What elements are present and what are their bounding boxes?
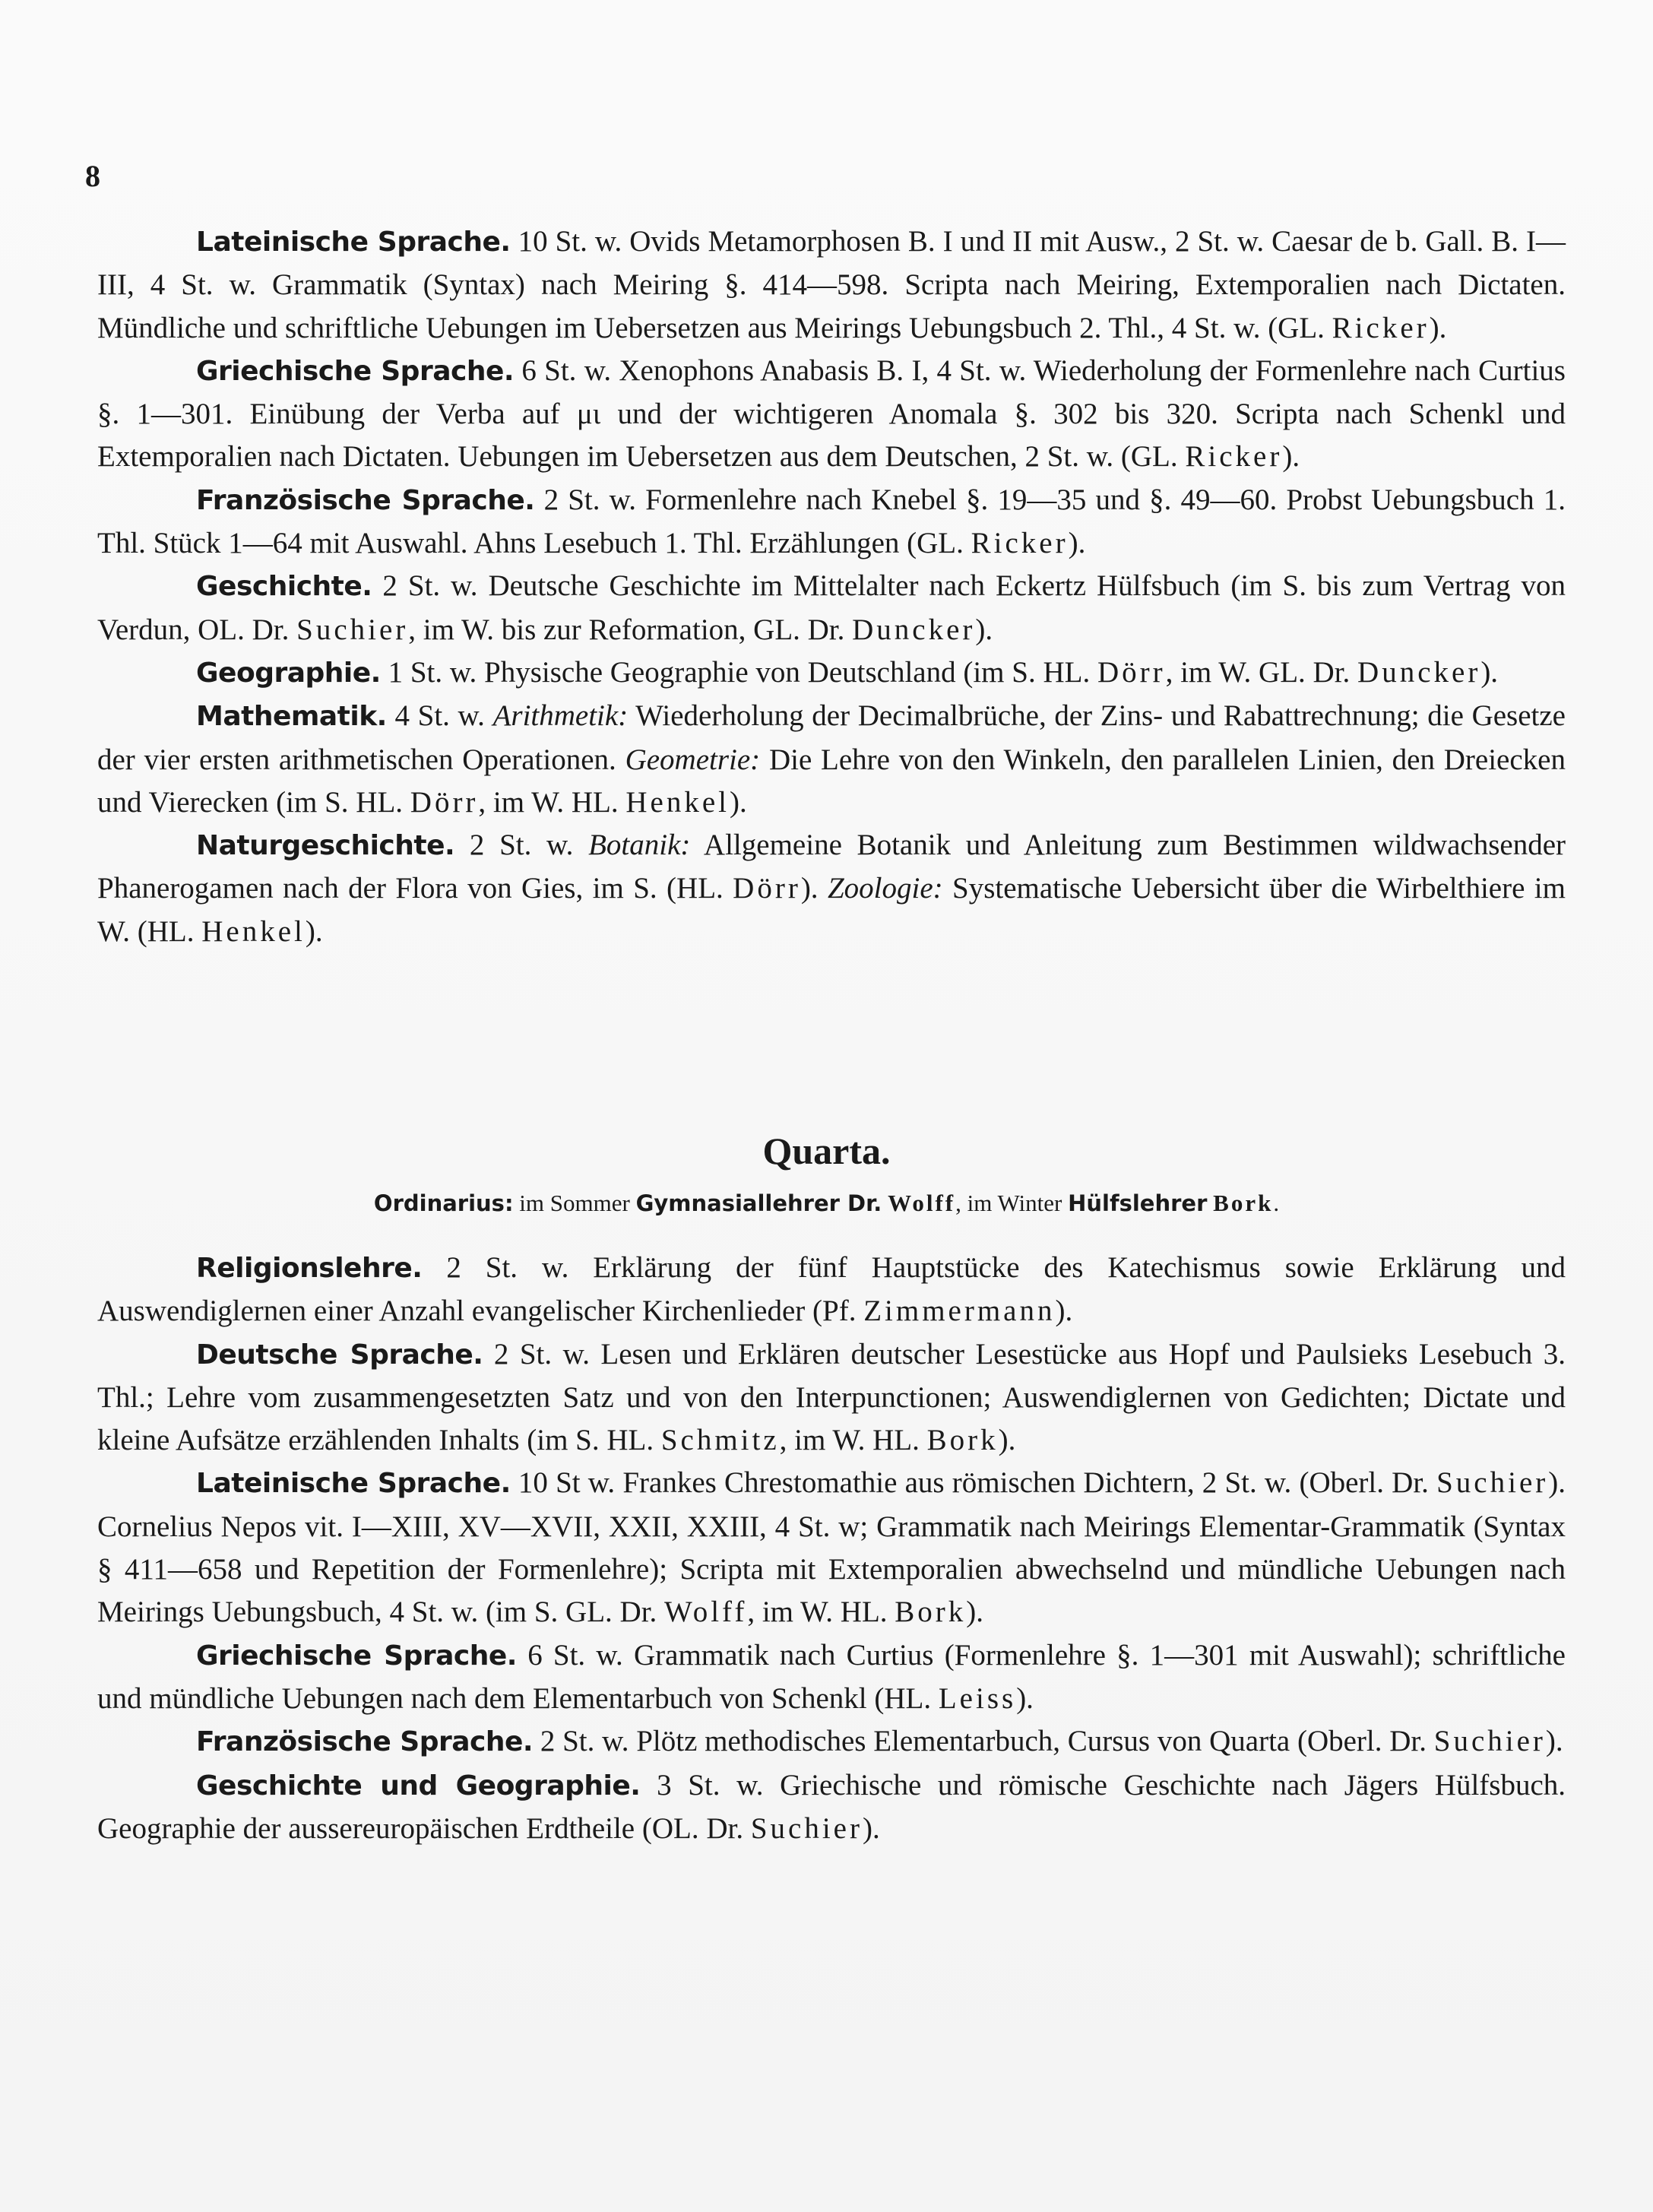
entry-text: 2 St. w. Formenlehre nach Knebel §. 19—35 und §. 49—60. Probst Uebungsbuch 1. Thl. Stück 1—64 mit Auswahl. Ahns Lesebuch 1. Thl. Erzählungen (GL. [97, 483, 1566, 560]
entry-text: 1 St. w. Physische Geographie von Deutschland (im S. HL. [380, 655, 1097, 689]
entry-text: ). [729, 785, 747, 819]
teacher-name: Dörr [1097, 655, 1166, 689]
entry-religionslehre [97, 1247, 1566, 1333]
teacher-name: Henkel [625, 785, 730, 819]
entry-text: ). [862, 1811, 880, 1845]
entry-mathematik [97, 695, 1566, 824]
teacher-name: Ricker [971, 527, 1069, 560]
ordinarius-title: Hülfslehrer [1068, 1190, 1208, 1216]
entry-text: 10 St. w. Ovids Metamorphosen B. I und II mit Ausw., 2 St. w. Caesar de b. Gall. B. I—III, 4 St. w. Grammatik (Syntax) nach Meiring §. 414—598. Scripta nach Meiring, Extemporalien nach Dictaten. Mündliche und schriftliche Uebungen im Uebersetzen aus Meirings Uebungsbuch 2. Thl., 4 St. w. (GL. [97, 225, 1566, 344]
entry-text: 2 St. w. Erklärung der fünf Hauptstücke des Katechismus sowie Erklärung und Auswendiglernen einer Anzahl evangelischer Kirchenlieder (Pf. [97, 1251, 1566, 1328]
entry-naturgeschichte [97, 824, 1566, 953]
teacher-name: Dörr [410, 785, 479, 819]
entry-text: , im W. HL. [779, 1424, 927, 1457]
entry-text: ). [1282, 440, 1300, 474]
ordinarius-name: Wolff [888, 1190, 956, 1216]
entry-text: , im W. bis zur Reformation, GL. Dr. [408, 613, 853, 646]
upper-section [97, 220, 1566, 953]
topic-label: Geometrie: [625, 743, 761, 776]
topic-label: Zoologie: [827, 872, 943, 905]
entry-text: 2 St. w. Lesen und Erklären deutscher Lesestücke aus Hopf und Paulsieks Lesebuch 3. Thl.; Lehre vom zusammengesetzten Satz und von den Interpunctionen; Auswendiglernen von Gedichten; Dictate und kleine Aufsätze erzählenden Inhalts (im S. HL. [97, 1337, 1566, 1457]
teacher-name: Zimmermann [863, 1295, 1056, 1328]
subject-heading: Geschichte und Geographie. [196, 1770, 641, 1802]
entry-text: ). [305, 914, 323, 948]
teacher-name: Suchier [1436, 1466, 1549, 1500]
entry-geschichte [97, 565, 1566, 651]
entry-franzoesische-sprache [97, 479, 1566, 566]
entry-lateinische-sprache [97, 220, 1566, 350]
entry-text: 2 St. w. Plötz methodisches Elementarbuch, Cursus von Quarta (Oberl. Dr. [533, 1725, 1434, 1758]
entry-text: 3 St. w. Griechische und römische Geschichte nach Jägers Hülfsbuch. Geographie der aussereuropäischen Erdtheile (OL. Dr. [97, 1768, 1566, 1845]
subject-heading: Geschichte. [196, 571, 372, 603]
ordinarius-title: Gymnasiallehrer Dr. [635, 1190, 882, 1216]
ordinarius-text: im Sommer [513, 1190, 636, 1216]
entry-text: ). [966, 1596, 984, 1629]
subject-heading: Griechische Sprache. [196, 355, 515, 387]
entry-text: ). [998, 1424, 1016, 1457]
ordinarius-text: , im Winter [955, 1190, 1069, 1216]
ordinarius-text: . [1273, 1190, 1280, 1216]
teacher-name: Ricker [1332, 311, 1430, 344]
teacher-name: Suchier [1433, 1725, 1546, 1758]
entry-text: 6 St. w. Grammatik nach Curtius (Formenlehre §. 1—301 mit Auswahl); schriftliche und mündliche Uebungen nach dem Elementarbuch von Schenkl (HL. [97, 1638, 1566, 1715]
entry-text: 2 St. w. Deutsche Geschichte im Mittelalter nach Eckertz Hülfsbuch (im S. bis zum Vertrag von Verdun, OL. Dr. [97, 569, 1566, 646]
section-heading-quarta: Quarta. [762, 1130, 891, 1172]
entry-text: 4 St. w. [386, 699, 493, 733]
subject-heading: Mathematik. [196, 701, 387, 733]
ordinarius-line [0, 1190, 1653, 1217]
teacher-name: Bork [895, 1596, 967, 1629]
subject-heading: Französische Sprache. [196, 484, 535, 516]
entry-text: ). [1068, 527, 1086, 560]
entry-text: , im W. HL. [478, 785, 626, 819]
entry-text: Systematische Uebersicht über die Wirbelthiere im W. (HL. [97, 872, 1566, 948]
entry-text: , im W. HL. [747, 1596, 895, 1629]
entry-text: Allgemeine Botanik und Anleitung zum Bestimmen wildwachsender Phanerogamen nach der Flora von Gies, im S. (HL. [97, 829, 1566, 905]
page-number: 8 [85, 159, 100, 193]
teacher-name: Bork [926, 1424, 999, 1457]
entry-text: Die Lehre von den Winkeln, den parallelen Linien, den Dreiecken und Vierecken (im S. HL. [97, 743, 1566, 819]
entry-text: ). [1480, 655, 1499, 689]
subject-heading: Griechische Sprache. [196, 1640, 517, 1672]
ordinarius-label: Ordinarius: [373, 1190, 514, 1216]
teacher-name: Schmitz [660, 1424, 780, 1457]
subject-heading: Deutsche Sprache. [196, 1339, 483, 1371]
teacher-name: Duncker [852, 613, 976, 646]
teacher-name: Dörr [733, 872, 801, 905]
subject-heading: Französische Sprache. [196, 1726, 534, 1758]
topic-label: Arithmetik: [492, 699, 629, 733]
teacher-name: Duncker [1357, 655, 1481, 689]
entry-franzoesische-sprache-quarta [97, 1720, 1566, 1764]
teacher-name: Leiss [938, 1681, 1017, 1715]
subject-heading: Lateinische Sprache. [196, 227, 511, 258]
teacher-name: Ricker [1185, 440, 1283, 474]
quarta-section [97, 1247, 1566, 1850]
entry-text: , im W. GL. Dr. [1165, 655, 1358, 689]
topic-label: Botanik: [588, 829, 691, 862]
teacher-name: Henkel [201, 914, 306, 948]
subject-heading: Religionslehre. [196, 1253, 423, 1284]
entry-text: ). [975, 613, 993, 646]
teacher-name: Suchier [750, 1811, 863, 1845]
entry-text: 2 St. w. [454, 829, 589, 862]
teacher-name: Wolff [664, 1596, 748, 1629]
entry-griechische-sprache [97, 350, 1566, 479]
entry-deutsche-sprache [97, 1333, 1566, 1463]
entry-lateinische-sprache-quarta [97, 1462, 1566, 1634]
entry-text: ). [800, 872, 828, 905]
teacher-name: Suchier [296, 613, 409, 646]
entry-text: ). Cornelius Nepos vit. I—XIII, XV—XVII, XXII, XXIII, 4 St. w; Grammatik nach Meirings Elementar-Grammatik (Syntax § 411—658 und Repetition der Formenlehre); Scripta mit Extemporalien abwechselnd und mündliche Uebungen nach Meirings Uebungsbuch, 4 St. w. (im S. GL. Dr. [97, 1466, 1566, 1629]
subject-heading: Geographie. [196, 657, 381, 689]
entry-text: ). [1016, 1681, 1034, 1715]
entry-text: 10 St w. Frankes Chrestomathie aus römischen Dichtern, 2 St. w. (Oberl. Dr. [510, 1466, 1437, 1500]
entry-text: 6 St. w. Xenophons Anabasis B. I, 4 St. w. Wiederholung der Formenlehre nach Curtius §. 1—301. Einübung der Verba auf μι und der wichtigeren Anomala §. 302 bis 320. Scripta nach Schenkl und Extemporalien nach Dictaten. Uebungen im Uebersetzen aus dem Deutschen, 2 St. w. (GL. [97, 353, 1566, 474]
entry-text: Wiederholung der Decimalbrüche, der Zins- und Rabattrechnung; die Gesetze der vier ersten arithmetischen Operationen. [97, 699, 1566, 776]
subject-heading: Lateinische Sprache. [196, 1468, 511, 1500]
entry-text: ). [1429, 311, 1447, 344]
entry-text: ). [1545, 1725, 1563, 1758]
entry-text: ). [1055, 1295, 1073, 1328]
entry-geschichte-und-geographie [97, 1764, 1566, 1851]
entry-griechische-sprache-quarta [97, 1634, 1566, 1721]
entry-geographie [97, 651, 1566, 695]
subject-heading: Naturgeschichte. [196, 830, 455, 862]
ordinarius-name: Bork [1213, 1190, 1274, 1216]
